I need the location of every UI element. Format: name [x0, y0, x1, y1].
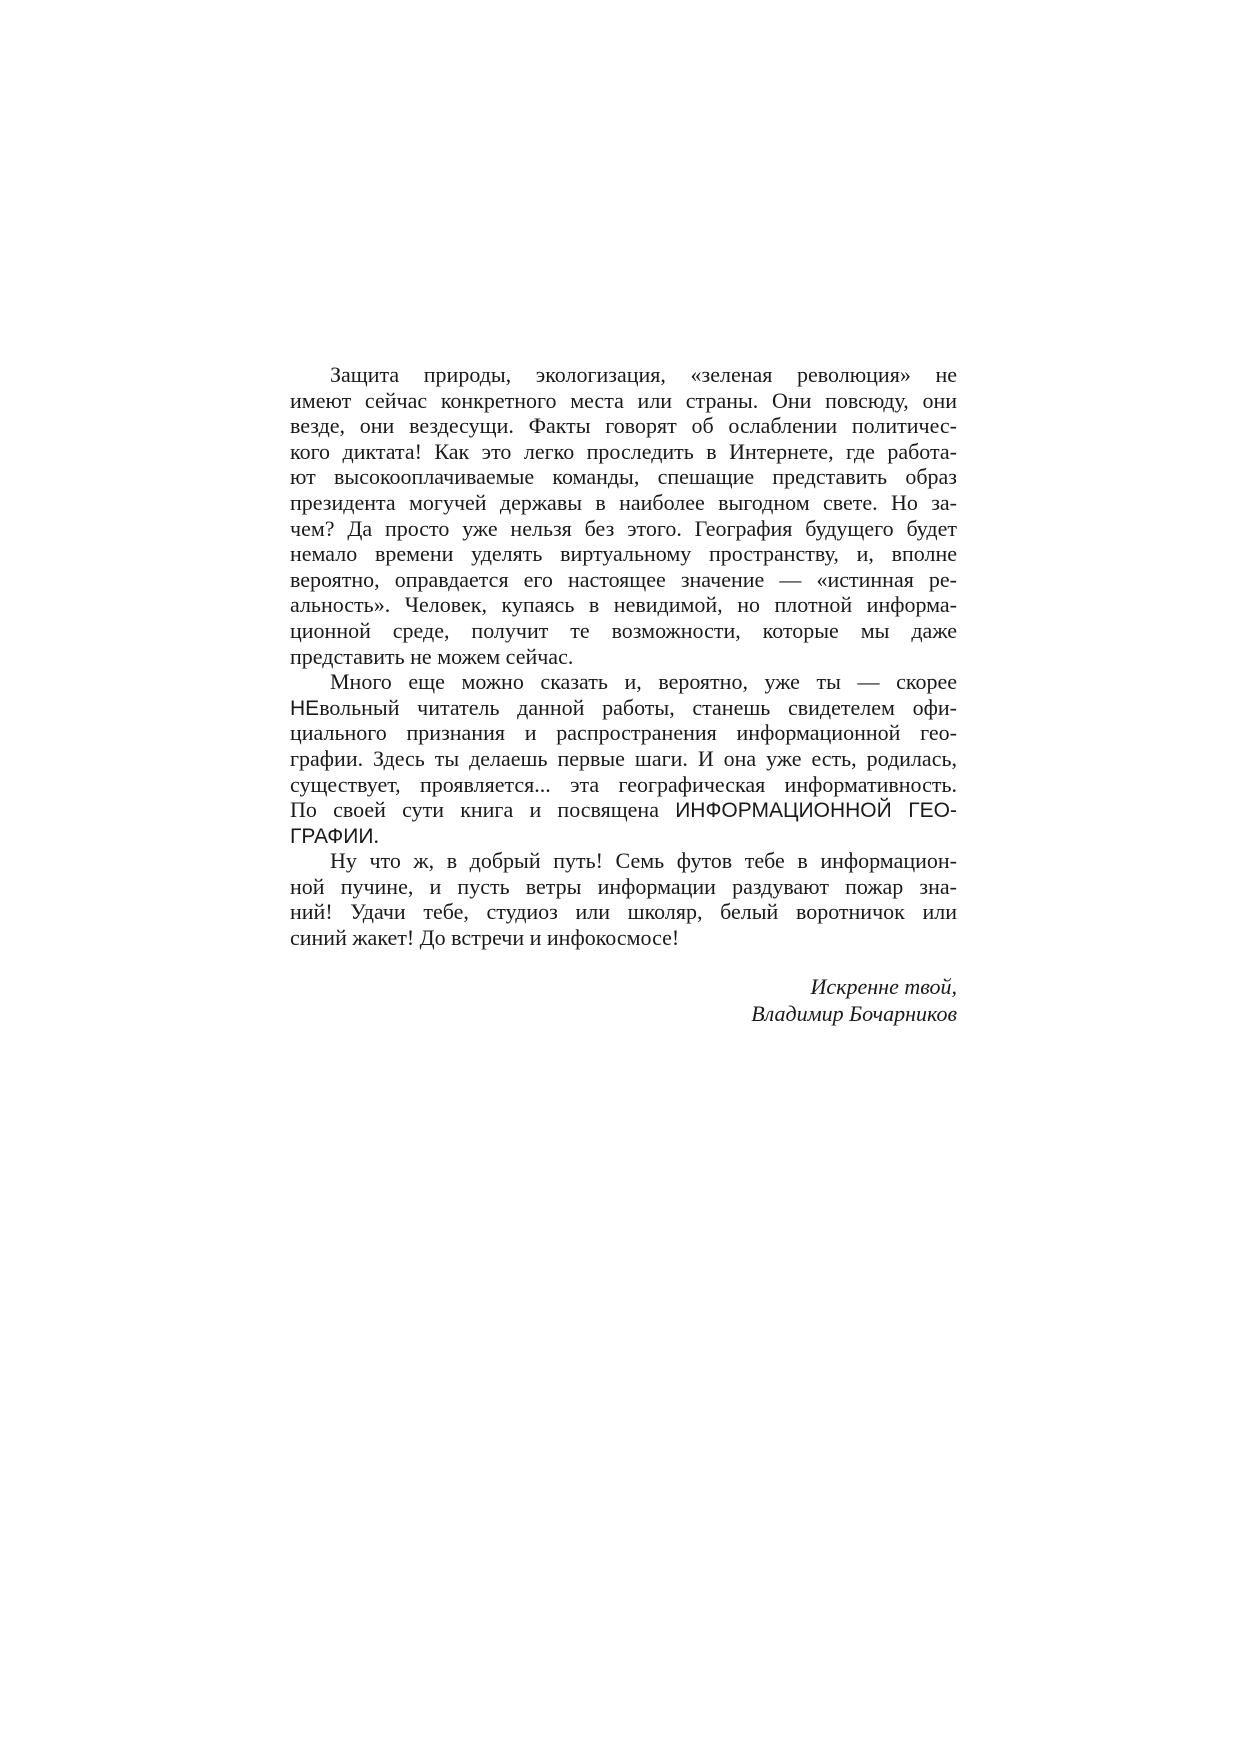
paragraph-2-line-2-text: вольный читатель данной работы, станешь свидетелем офи-	[319, 694, 957, 720]
paragraph-2-line-2	[290, 695, 957, 721]
ne-emphasis: НЕ	[290, 696, 320, 720]
paragraph-1-line-6: президента могучей державы в наиболее выгодном свете. Но за-	[290, 489, 957, 515]
paragraph-2-line-1: Много еще можно сказать и, вероятно, уже ты — скорее	[330, 669, 957, 695]
paragraph-2-line-6-text: По своей сути книга и посвящена	[290, 797, 676, 823]
signature-closing: Искренне твой,	[810, 974, 957, 999]
paragraph-2-period: .	[373, 822, 379, 848]
paragraph-1-line-1: Защита природы, экологизация, «зеленая революция» не	[330, 362, 957, 387]
paragraph-1-line-9: вероятно, оправдается его настоящее значение — «истинная ре-	[290, 566, 957, 592]
paragraph-2-line-5: существует, проявляется... эта географическая информативность.	[290, 771, 957, 797]
paragraph-3-line-3: ний! Удачи тебе, студиоз или школяр, белый воротничок или	[290, 899, 957, 925]
body-text	[290, 362, 957, 951]
paragraph-2-line-6	[290, 797, 957, 823]
paragraph-3-line-1: Ну что ж, в добрый путь! Семь футов тебе в информацион-	[330, 848, 957, 874]
info-geography-emphasis: ИНФОРМАЦИОННОЙ ГЕО-	[675, 799, 957, 823]
paragraph-1-line-7: чем? Да просто уже нельзя без этого. География будущего будет	[290, 515, 957, 541]
signature-author: Владимир Бочарников	[751, 1001, 957, 1026]
paragraph-1-line-8: немало времени уделять виртуальному пространству, и, вполне	[290, 541, 957, 567]
paragraph-3-line-4: синий жакет! До встречи и инфокосмосе!	[290, 925, 680, 951]
paragraph-1-line-12: представить не можем сейчас.	[290, 643, 574, 669]
paragraph-2-line-4: графии. Здесь ты делаешь первые шаги. И она уже есть, родилась,	[290, 745, 957, 771]
paragraph-1-line-4: кого диктата! Как это легко проследить в Интернете, где работа-	[290, 438, 957, 464]
paragraph-2-line-3: циального признания и распространения информационной гео-	[290, 720, 957, 746]
signature	[620, 973, 957, 1027]
paragraph-2-line-7	[290, 823, 957, 849]
paragraph-1-line-11: ционной среде, получит те возможности, которые мы даже	[290, 617, 957, 643]
paragraph-1-line-10: альность». Человек, купаясь в невидимой, но плотной информа-	[290, 592, 957, 618]
paragraph-1-line-3: везде, они вездесущи. Факты говорят об ослаблении политичес-	[290, 413, 957, 439]
paragraph-1-line-5: ют высокооплачиваемые команды, спешащие представить образ	[290, 464, 957, 490]
info-geography-emphasis-end: ГРАФИИ	[290, 824, 374, 848]
paragraph-1-line-2: имеют сейчас конкретного места или страны. Они повсюду, они	[290, 387, 957, 413]
paragraph-3-line-2: ной пучине, и пусть ветры информации раздувают пожар зна-	[290, 873, 957, 899]
